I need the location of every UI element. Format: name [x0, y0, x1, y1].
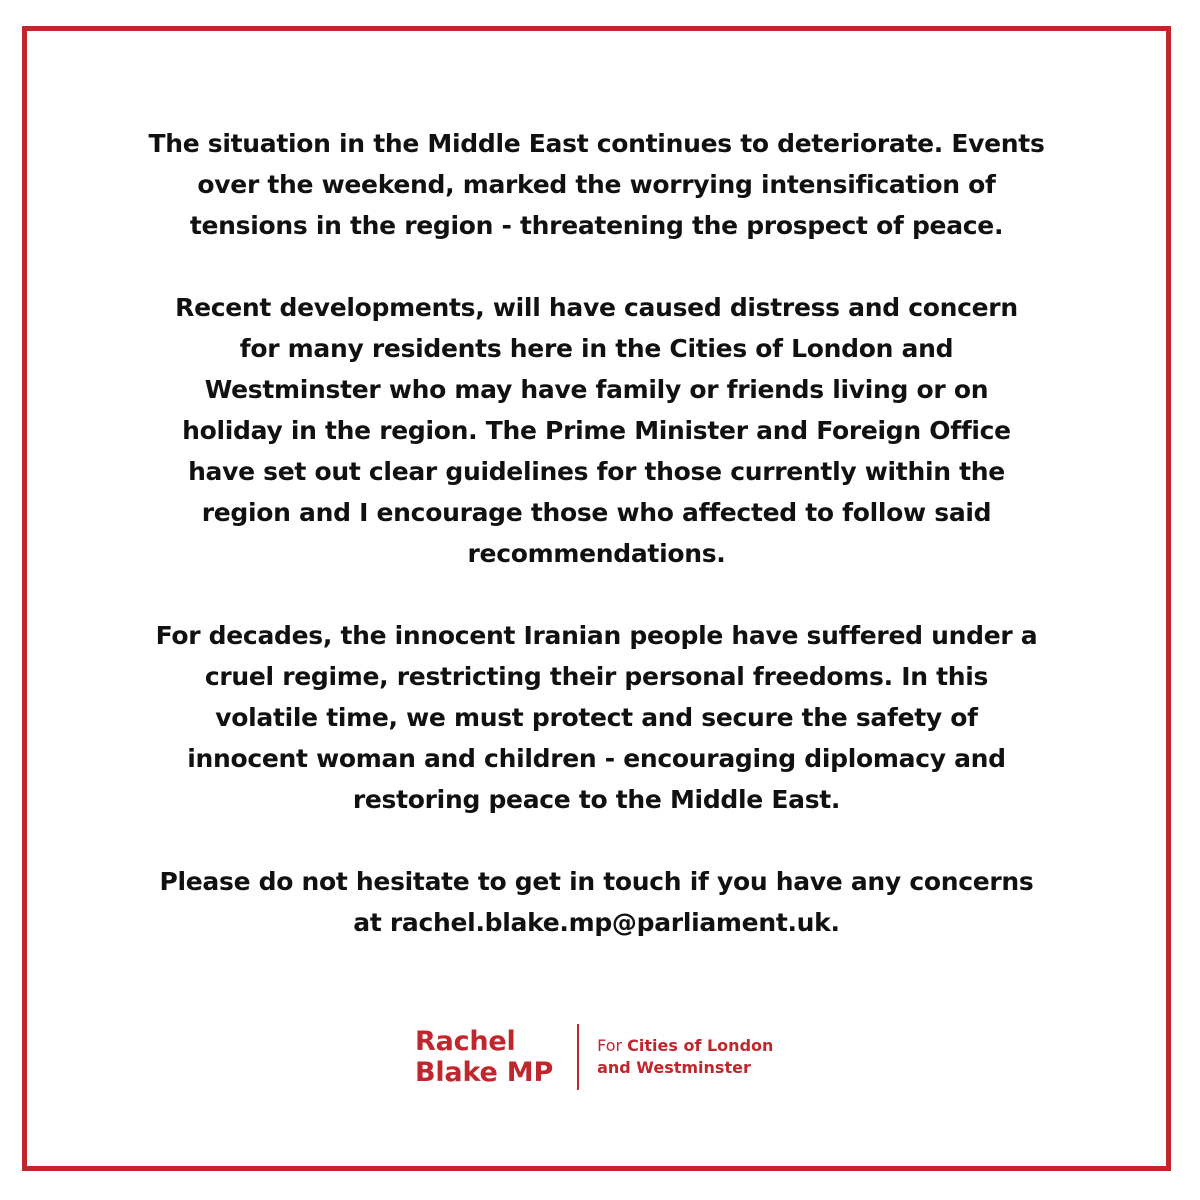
statement-body — [27, 123, 1166, 984]
mp-signature-logo — [415, 1019, 773, 1095]
logo-divider — [577, 1024, 579, 1090]
constituency-label — [597, 1035, 773, 1079]
statement-paragraph: For decades, the innocent Iranian people have suffered under a cruel regime, restricting their personal freedoms. In this volatile time, we must protect and secure the safety of innocent woman and children - encouraging diplomacy and restoring peace to the Middle East. — [155, 621, 1038, 814]
for-label: For — [597, 1036, 623, 1055]
red-border-frame — [22, 26, 1171, 1171]
constituency-name-part2: and Westminster — [597, 1058, 751, 1077]
mp-name — [415, 1026, 553, 1088]
mp-name-line1: Rachel — [415, 1026, 516, 1057]
statement-paragraph-contact: Please do not hesitate to get in touch if you have any concerns at rachel.blake.mp@parliament.uk. — [159, 867, 1034, 937]
statement-paragraph: The situation in the Middle East continues to deteriorate. Events over the weekend, marked the worrying intensification of tensions in the region - threatening the prospect of peace. — [148, 129, 1045, 240]
constituency-name-part1: Cities of London — [627, 1036, 774, 1055]
statement-paragraph: Recent developments, will have caused distress and concern for many residents here in the Cities of London and Westminster who may have family or friends living or on holiday in the region. The Prime Minister and Foreign Office have set out clear guidelines for those currently within the region and I encourage those who affected to follow said recommendations. — [175, 293, 1018, 568]
mp-name-line2: Blake MP — [415, 1057, 554, 1088]
constituency-line1 — [597, 1035, 773, 1057]
